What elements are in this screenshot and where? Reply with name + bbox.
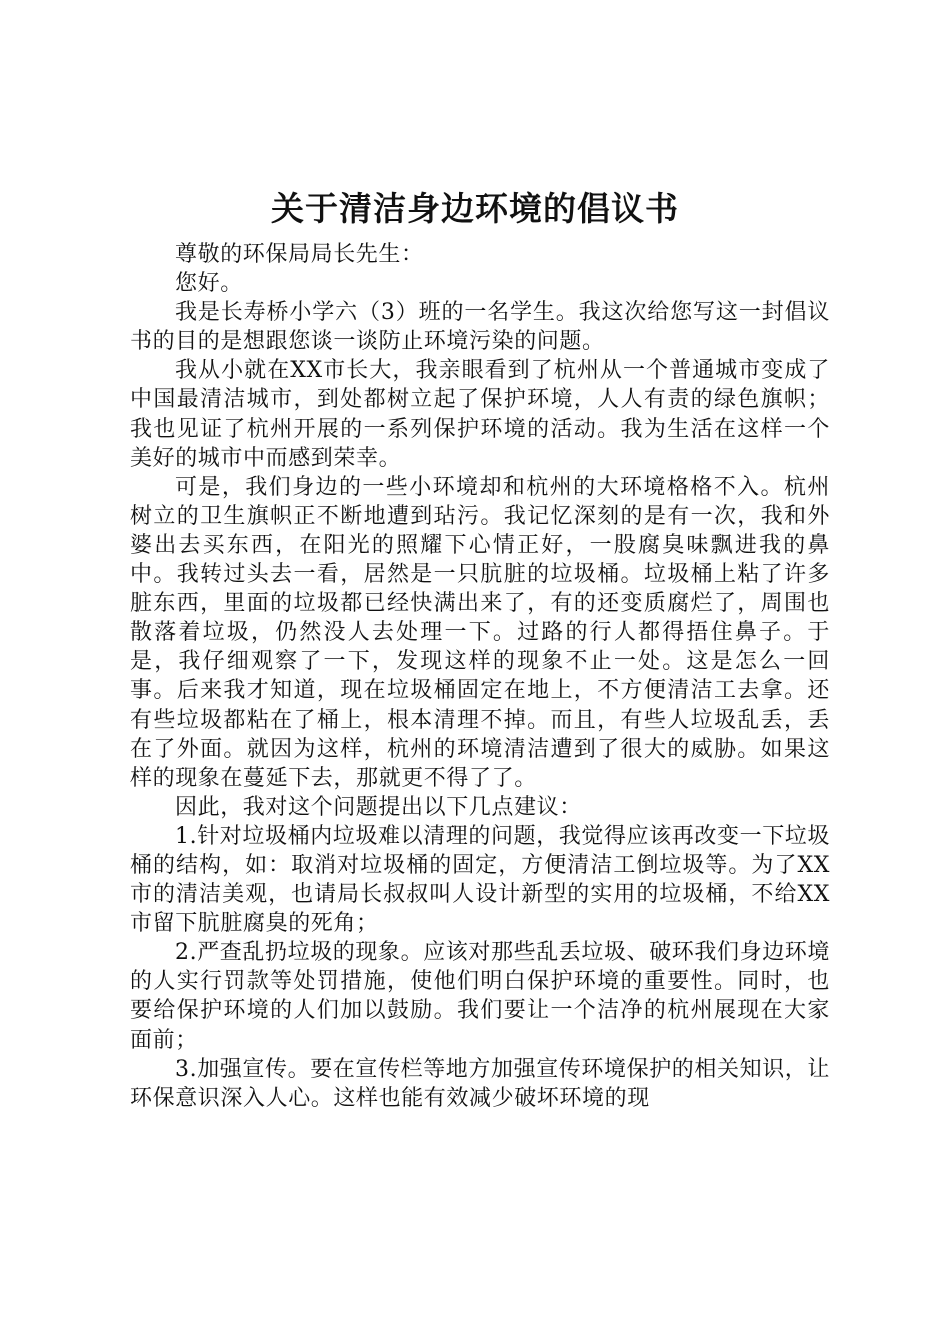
paragraph-background: 我从小就在XX市长大，我亲眼看到了杭州从一个普通城市变成了中国最清洁城市，到处都树立起了保护环境，人人有责的绿色旗帜；我也见证了杭州开展的一系列保护环境的活动。我为生活在这样一个美好的城市中而感到荣幸。 xyxy=(130,358,830,471)
document-title: 关于清洁身边环境的倡议书 xyxy=(271,189,679,228)
paragraph-problem: 可是，我们身边的一些小环境却和杭州的大环境格格不入。杭州树立的卫生旗帜正不断地遭到玷污。我记忆深刻的是有一次，我和外婆出去买东西，在阳光的照耀下心情正好，一股腐臭味飘进我的鼻中。我转过头去一看，居然是一只肮脏的垃圾桶。垃圾桶上粘了许多脏东西，里面的垃圾都已经快满出来了，有的还变质腐烂了，周围也散落着垃圾，仍然没人去处理一下。过路的行人都得捂住鼻子。于是，我仔细观察了一下，发现这样的现象不止一处。这是怎么一回事。后来我才知道，现在垃圾桶固定在地上，不方便清洁工去拿。还有些垃圾都粘在了桶上，根本清理不掉。而且，有些人垃圾乱丢，丢在了外面。就因为这样，杭州的环境清洁遭到了很大的威胁。如果这样的现象在蔓延下去，那就更不得了了。 xyxy=(130,474,830,791)
suggestion-item-3: 3.加强宣传。要在宣传栏等地方加强宣传环境保护的相关知识，让环保意识深入人心。这样也能有效减少破坏环境的现 xyxy=(130,1056,830,1111)
suggestion-item-2: 2.严查乱扔垃圾的现象。应该对那些乱丢垃圾、破环我们身边环境的人实行罚款等处罚措施，使他们明白保护环境的重要性。同时，也要给保护环境的人们加以鼓励。我们要让一个洁净的杭州展现在大家面前； xyxy=(130,940,830,1053)
document-body xyxy=(130,240,830,1113)
paragraph-introduction: 我是长寿桥小学六（3）班的一名学生。我这次给您写这一封倡议书的目的是想跟您谈一谈防止环境污染的问题。 xyxy=(130,300,830,355)
paragraph-suggestions-intro: 因此，我对这个问题提出以下几点建议： xyxy=(175,794,582,820)
suggestion-item-1: 1.针对垃圾桶内垃圾难以清理的问题，我觉得应该再改变一下垃圾桶的结构，如：取消对垃圾桶的固定，方便清洁工倒垃圾等。为了XX市的清洁美观，也请局长叔叔叫人设计新型的实用的垃圾桶，不给XX市留下肮脏腐臭的死角； xyxy=(130,823,830,937)
greeting: 您好。 xyxy=(175,271,243,297)
salutation: 尊敬的环保局局长先生： xyxy=(175,242,424,267)
